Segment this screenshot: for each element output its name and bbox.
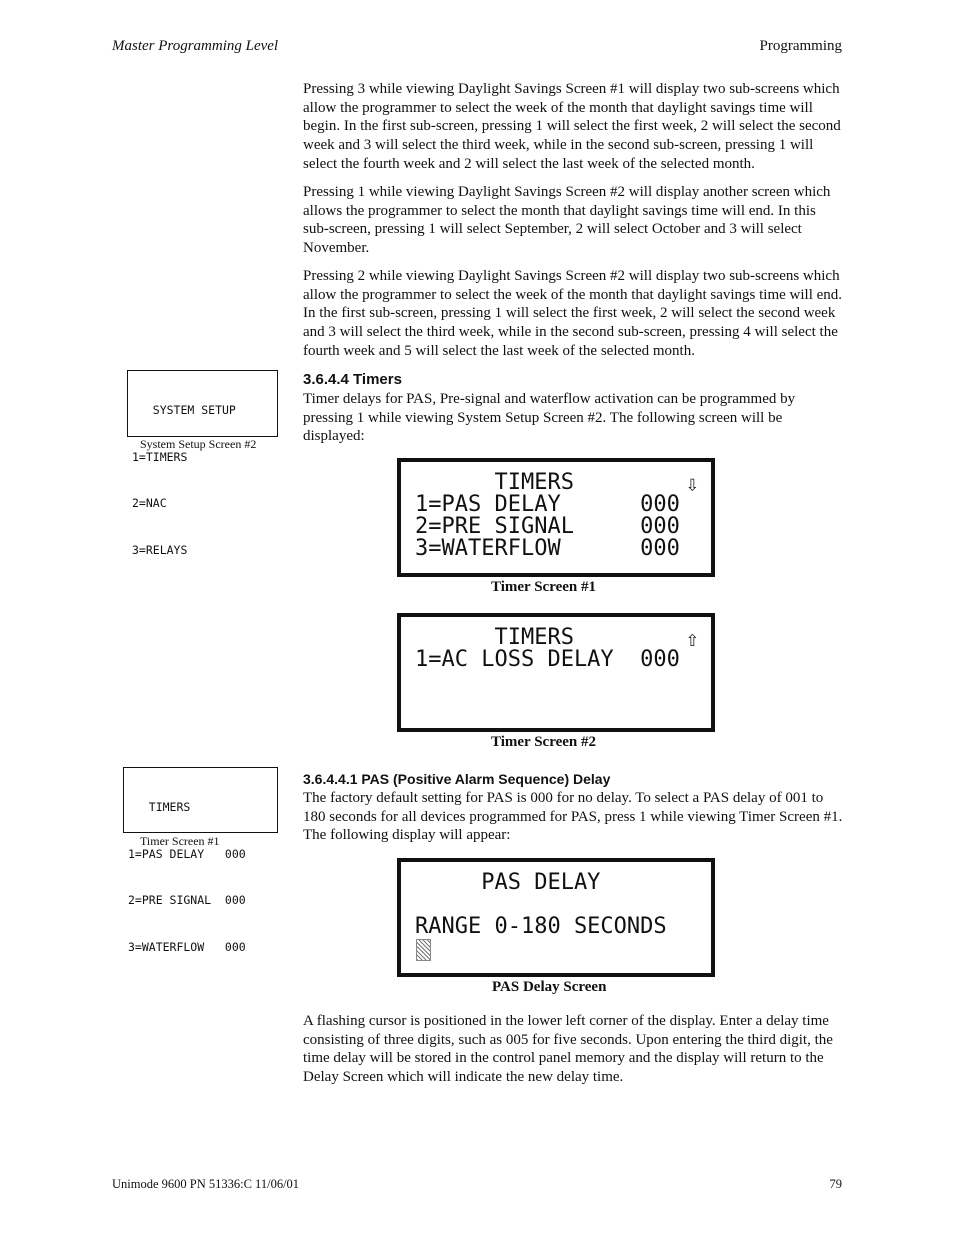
- down-arrow-icon: ⇩: [685, 472, 699, 497]
- up-arrow-icon: ⇧: [685, 627, 699, 652]
- lcd-line: PAS DELAY: [415, 870, 601, 895]
- lcd-line: 1=AC LOSS DELAY 000: [415, 647, 680, 672]
- lcd-line: 2=PRE SIGNAL 000: [415, 514, 680, 539]
- lcd-line: TIMERS: [415, 625, 574, 650]
- mini-line: 1=PAS DELAY 000: [128, 846, 246, 861]
- footer-document-id: Unimode 9600 PN 51336:C 11/06/01: [112, 1177, 300, 1191]
- timer-screen-2-display: [397, 613, 715, 732]
- flashing-cursor: [416, 939, 431, 961]
- timer-screen-1-caption: Timer Screen #1: [491, 579, 596, 595]
- lcd-line: TIMERS: [415, 470, 574, 495]
- section-heading-pas-delay: 3.6.4.4.1 PAS (Positive Alarm Sequence) Delay: [303, 771, 611, 787]
- mini-line: SYSTEM SETUP: [132, 403, 236, 417]
- mini-line: 1=TIMERS: [132, 449, 188, 464]
- paragraph-pas-default: The factory default setting for PAS is 000 for no delay. To select a PAS delay of 001 to 180 seconds for all devices programmed for PAS, press 1 while viewing Timer Screen #1. The following display will appear:: [303, 790, 843, 844]
- lcd-line: RANGE 0-180 SECONDS: [415, 914, 667, 939]
- pas-delay-screen-display: [397, 858, 715, 977]
- paragraph-flashing-cursor: A flashing cursor is positioned in the lower left corner of the display. Enter a delay time consisting of three digits, such as 005 for five seconds. Upon entering the third digit, the time delay will be stored in the control panel memory and the display will return to the Delay Screen which will indicate the new delay time.: [303, 1013, 833, 1086]
- paragraph-dst-begin-week: Pressing 3 while viewing Daylight Savings Screen #1 will display two sub-screens which allow the programmer to select the week of the month that daylight savings time will begin. In the first sub-screen, pressing 1 will select the first week, 2 will select the second week and 3 will select the third week, while in the second sub-screen, pressing 1 will select the fourth week and 2 will select the last week of the selected month.: [303, 81, 841, 172]
- paragraph-dst-end-week: Pressing 2 while viewing Daylight Savings Screen #2 will display two sub-screens which allow the programmer to select the week of the month that daylight savings time will end. In the first sub-screen, pressing 1 will select the first week, 2 will select the second week and 3 will select the third week, while in the second sub-screen, pressing 4 will select the fourth week and 5 will select the last week of the selected month.: [303, 268, 843, 359]
- mini-line: 3=RELAYS: [132, 542, 188, 557]
- paragraph-timers-intro: Timer delays for PAS, Pre-signal and waterflow activation can be programmed by pressing 1 while viewing System Setup Screen #2. The following screen will be displayed:: [303, 391, 796, 445]
- mini-line: 2=NAC: [132, 496, 167, 510]
- pas-delay-screen-caption: PAS Delay Screen: [492, 979, 607, 995]
- running-header-title: Master Programming Level: [112, 38, 279, 54]
- lcd-line: 1=PAS DELAY 000: [415, 492, 680, 517]
- mini-line: TIMERS: [128, 800, 191, 814]
- timer-screen-2-caption: Timer Screen #2: [491, 734, 596, 750]
- page-number: 79: [829, 1177, 842, 1191]
- timers-mini-caption: Timer Screen #1: [140, 834, 220, 848]
- system-setup-mini-caption: System Setup Screen #2: [140, 437, 257, 451]
- timer-screen-1-display: [397, 458, 715, 577]
- lcd-line: 3=WATERFLOW 000: [415, 536, 680, 561]
- running-header-section: Programming: [759, 38, 842, 54]
- section-heading-timers: 3.6.4.4 Timers: [303, 371, 402, 388]
- mini-line: 3=WATERFLOW 000: [128, 939, 246, 954]
- mini-line: 2=PRE SIGNAL 000: [128, 893, 246, 907]
- paragraph-dst-end-month: Pressing 1 while viewing Daylight Savings Screen #2 will display another screen which allows the programmer to select the month that daylight savings time will end. In this sub-screen, pressing 1 will select September, 2 will select October and 3 will select November.: [303, 184, 831, 257]
